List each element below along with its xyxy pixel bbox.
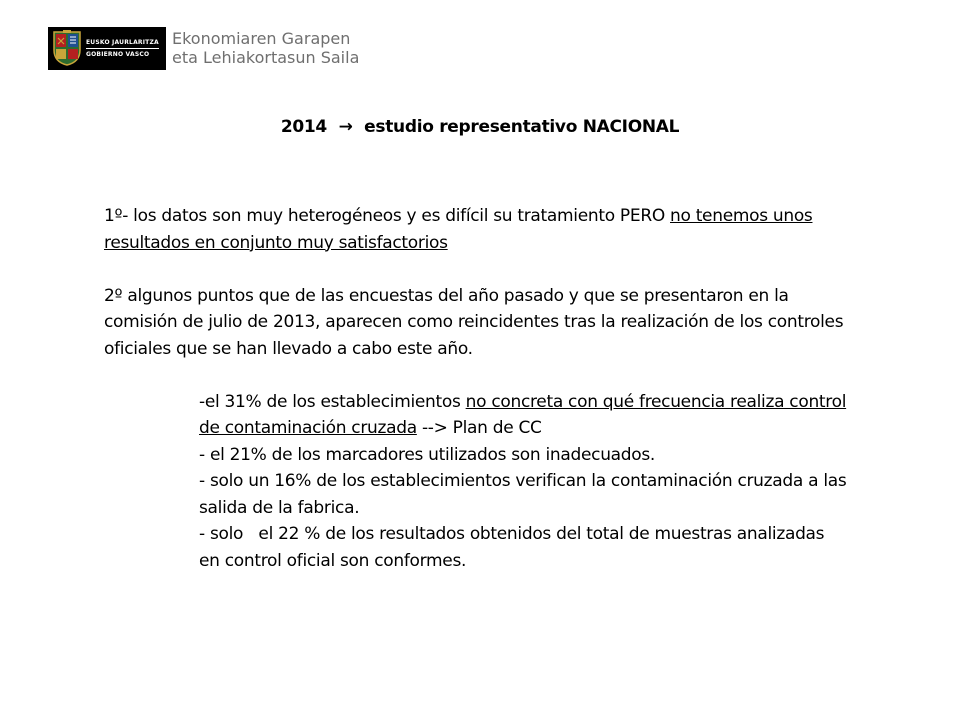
findings-list (199, 389, 849, 575)
slide-body (104, 203, 847, 574)
institution-line-2: GOBIERNO VASCO (86, 50, 150, 58)
logo-divider (86, 48, 159, 49)
point-2: 2º algunos puntos que de las encuestas del año pasado y que se presentaron en la comisión de julio de 2013, aparecen como reincidentes tras la realización de los controles oficiales que se han llevado a cabo este año. (104, 285, 844, 359)
department-line-2: eta Lehiakortasun Saila (172, 48, 360, 67)
finding-1-text: -el 31% de los establecimientos (199, 391, 466, 412)
point-1-text: 1º- los datos son muy heterogéneos y es difícil su tratamiento PERO (104, 206, 671, 226)
arrow-right-icon: → (338, 117, 353, 137)
coat-of-arms-icon (52, 30, 82, 66)
institution-name (86, 38, 159, 59)
finding-2: - el 21% de los marcadores utilizados son inadecuados. (199, 444, 656, 465)
title-year: 2014 (280, 117, 327, 137)
point-1-emphasis: no tenemos unos resultados en conjunto muy satisfactorios (104, 206, 813, 253)
finding-4: - solo el 22 % de los resultados obtenidos del total de muestras analizadas en control oficial son conformes. (199, 524, 830, 571)
point-1 (104, 203, 844, 256)
slide-title (0, 115, 960, 139)
institution-line-1: EUSKO JAURLARITZA (86, 38, 159, 46)
header-logo (48, 24, 359, 72)
title-text: estudio representativo NACIONAL (364, 117, 680, 137)
finding-1 (199, 389, 849, 442)
finding-1-suffix: --> Plan de CC (416, 418, 542, 438)
department-line-1: Ekonomiaren Garapen (172, 29, 351, 48)
department-name (172, 29, 359, 67)
finding-3: - solo un 16% de los establecimientos verifican la contaminación cruzada a las salida de la fabrica. (199, 471, 847, 518)
finding-1-emphasis: no concreta con qué frecuencia realiza control de contaminación cruzada (199, 391, 847, 438)
government-logo (48, 27, 166, 70)
